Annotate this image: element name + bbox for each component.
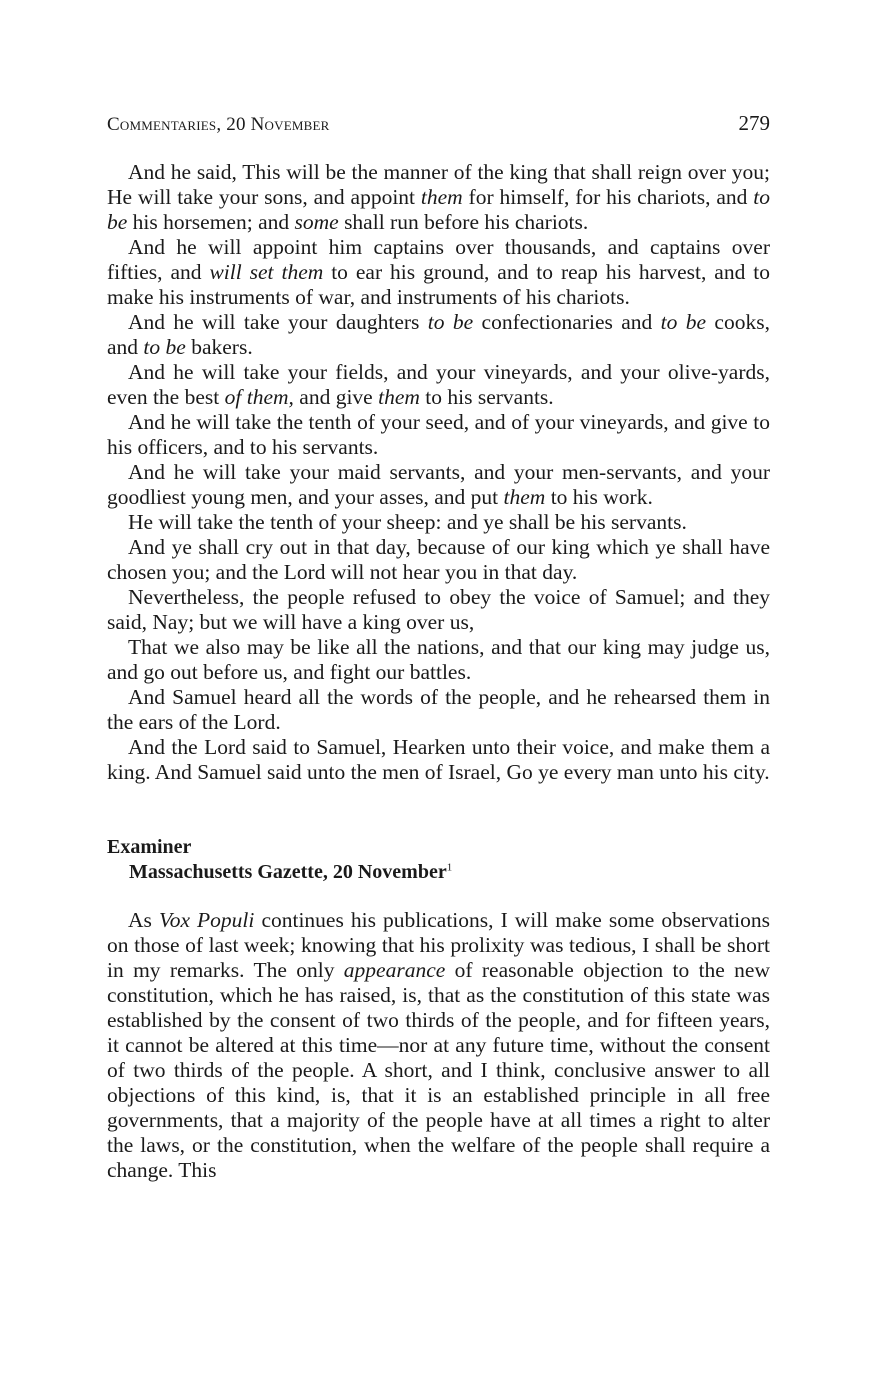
scripture-verse: Nevertheless, the people refused to obey the voice of Samuel; and they said, Nay; but we will have a king over us, xyxy=(107,585,770,634)
italic-text: to be xyxy=(660,310,707,334)
article-title: Examiner xyxy=(107,836,192,858)
italic-text: to be xyxy=(427,310,474,334)
running-header xyxy=(107,108,770,144)
scripture-verse: That we also may be like all the nations, and that our king may judge us, and go out before us, and fight our battles. xyxy=(107,635,770,684)
italic-text: to be xyxy=(143,335,186,359)
italic-text: them xyxy=(378,385,420,409)
scripture-verse: And he will take your fields, and your vineyards, and your olive-yards, even the best of them, and give them to his servants. xyxy=(107,360,770,409)
italic-text: Vox Populi xyxy=(158,908,255,932)
document-page xyxy=(107,108,770,1183)
italic-text: of them, xyxy=(224,385,294,409)
scripture-verse: And he will appoint him captains over thousands, and captains over fifties, and will set them to ear his ground, and to reap his harvest, and to make his instruments of war, and instruments of his chariots. xyxy=(107,235,770,309)
article-source xyxy=(107,860,770,885)
scripture-verse: And he will take your maid servants, and your men-servants, and your goodliest young men, and your asses, and put them to his work. xyxy=(107,460,770,509)
scripture-verse: And he will take your daughters to be confectionaries and to be cooks, and to be bakers. xyxy=(107,310,770,359)
body-paragraph: As Vox Populi continues his publications, I will make some observations on those of last week; knowing that his prolixity was tedious, I shall be short in my remarks. The only appearance of reasonable objection to the new constitution, which he has raised, is, that as the constitution of this state was established by the consent of two thirds of the people, and for fifteen years, it cannot be altered at this time—nor at any future time, without the consent of two thirds of the people. A short, and I think, conclusive answer to all objections of this kind, is, that it is an established principle in all free governments, that a majority of the people have at all times a right to alter the laws, or the constitution, when the welfare of the people shall require a change. This xyxy=(107,908,771,1182)
footnote-marker[interactable]: 1 xyxy=(446,861,453,874)
article-body xyxy=(107,908,770,1183)
scripture-verse: And he said, This will be the manner of the king that shall reign over you; He will take your sons, and appoint them for himself, for his chariots, and to be his horsemen; and some shall run before his chariots. xyxy=(107,160,770,234)
article-heading xyxy=(107,835,770,885)
source-text: Massachusetts Gazette, 20 November xyxy=(129,861,447,883)
italic-text: them xyxy=(503,485,546,509)
scripture-verse: And the Lord said to Samuel, Hearken unto their voice, and make them a king. And Samuel said unto the men of Israel, Go ye every man unto his city. xyxy=(107,735,770,784)
italic-text: appearance xyxy=(343,958,446,982)
scripture-passage xyxy=(107,160,770,785)
running-title: Commentaries, 20 November xyxy=(107,114,330,135)
scripture-verse: And ye shall cry out in that day, because of our king which ye shall have chosen you; and the Lord will not hear you in that day. xyxy=(107,535,770,584)
scripture-verse: And Samuel heard all the words of the people, and he rehearsed them in the ears of the Lord. xyxy=(107,685,770,734)
scripture-verse: And he will take the tenth of your seed, and of your vineyards, and give to his officers, and to his servants. xyxy=(107,410,770,459)
italic-text: will set them xyxy=(209,260,324,284)
page-number: 279 xyxy=(738,111,770,135)
italic-text: them xyxy=(420,185,463,209)
italic-text: to be xyxy=(107,185,770,234)
italic-text: some xyxy=(294,210,339,234)
scripture-verse: He will take the tenth of your sheep: and ye shall be his servants. xyxy=(128,510,687,534)
